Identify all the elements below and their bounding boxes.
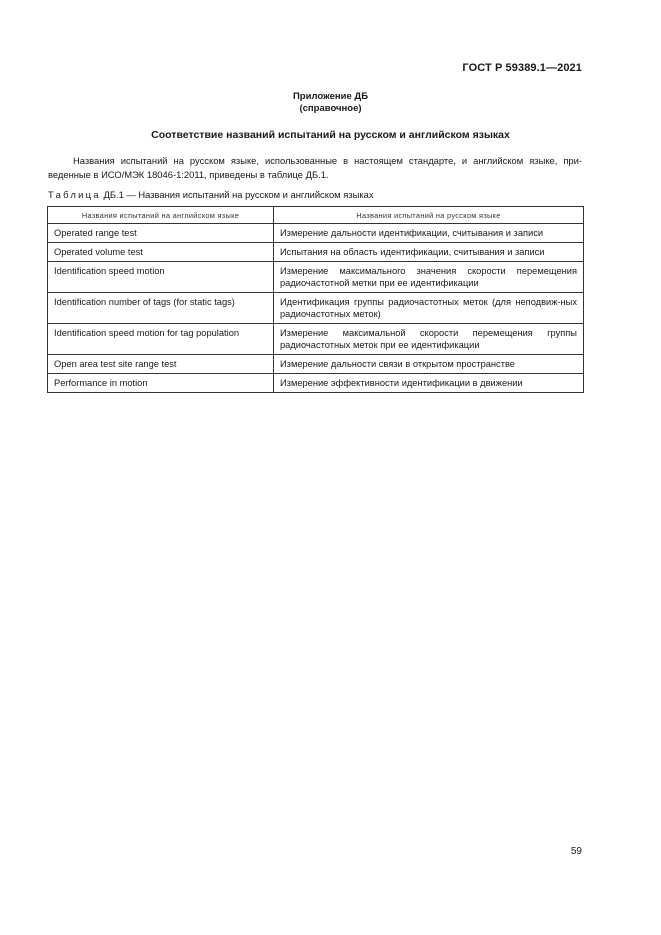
table-row <box>48 374 584 393</box>
russian-name-cell: Измерение максимальной скорости перемещения группы радиочастотных меток при ее идентификации <box>274 324 584 355</box>
russian-name-cell: Измерение максимального значения скорости перемещения радиочастотной метки при ее идентификации <box>274 262 584 293</box>
table-row <box>48 293 584 324</box>
test-names-table <box>47 206 584 393</box>
header-russian-names: Названия испытаний на русском языке <box>274 207 584 224</box>
table-row <box>48 243 584 262</box>
table-caption-prefix: Таблица <box>48 189 101 200</box>
table-row <box>48 262 584 293</box>
russian-name-cell: Испытания на область идентификации, считывания и записи <box>274 243 584 262</box>
table-caption <box>48 189 374 200</box>
intro-line-1: Названия испытаний на русском языке, использованные в настоящем стандарте, и английском языке, при- <box>73 155 582 166</box>
header-english-names: Названия испытаний на английском языке <box>48 207 274 224</box>
intro-paragraph <box>48 154 582 181</box>
document-code: ГОСТ Р 59389.1—2021 <box>462 62 582 74</box>
russian-name-cell: Измерение дальности идентификации, считывания и записи <box>274 224 584 243</box>
annex-subtitle: (справочное) <box>299 103 362 114</box>
english-name-cell: Operated volume test <box>48 243 274 262</box>
russian-name-cell: Идентификация группы радиочастотных меток (для неподвиж-ных радиочастотных меток) <box>274 293 584 324</box>
english-name-cell: Identification speed motion <box>48 262 274 293</box>
annex-title: Приложение ДБ <box>292 91 369 102</box>
russian-name-cell: Измерение эффективности идентификации в движении <box>274 374 584 393</box>
table-caption-text: ДБ.1 — Названия испытаний на русском и английском языках <box>100 189 374 200</box>
table-header-row <box>48 207 584 224</box>
english-name-cell: Identification number of tags (for static tags) <box>48 293 274 324</box>
annex-heading <box>0 91 661 115</box>
page-number: 59 <box>570 846 582 857</box>
table-row <box>48 224 584 243</box>
english-name-cell: Open area test site range test <box>48 355 274 374</box>
english-name-cell: Performance in motion <box>48 374 274 393</box>
table-row <box>48 355 584 374</box>
russian-name-cell: Измерение дальности связи в открытом пространстве <box>274 355 584 374</box>
section-title: Соответствие названий испытаний на русском и английском языках <box>151 129 510 141</box>
english-name-cell: Identification speed motion for tag population <box>48 324 274 355</box>
english-name-cell: Operated range test <box>48 224 274 243</box>
table-row <box>48 324 584 355</box>
intro-line-2: веденные в ИСО/МЭК 18046-1:2011, приведены в таблице ДБ.1. <box>48 168 329 180</box>
